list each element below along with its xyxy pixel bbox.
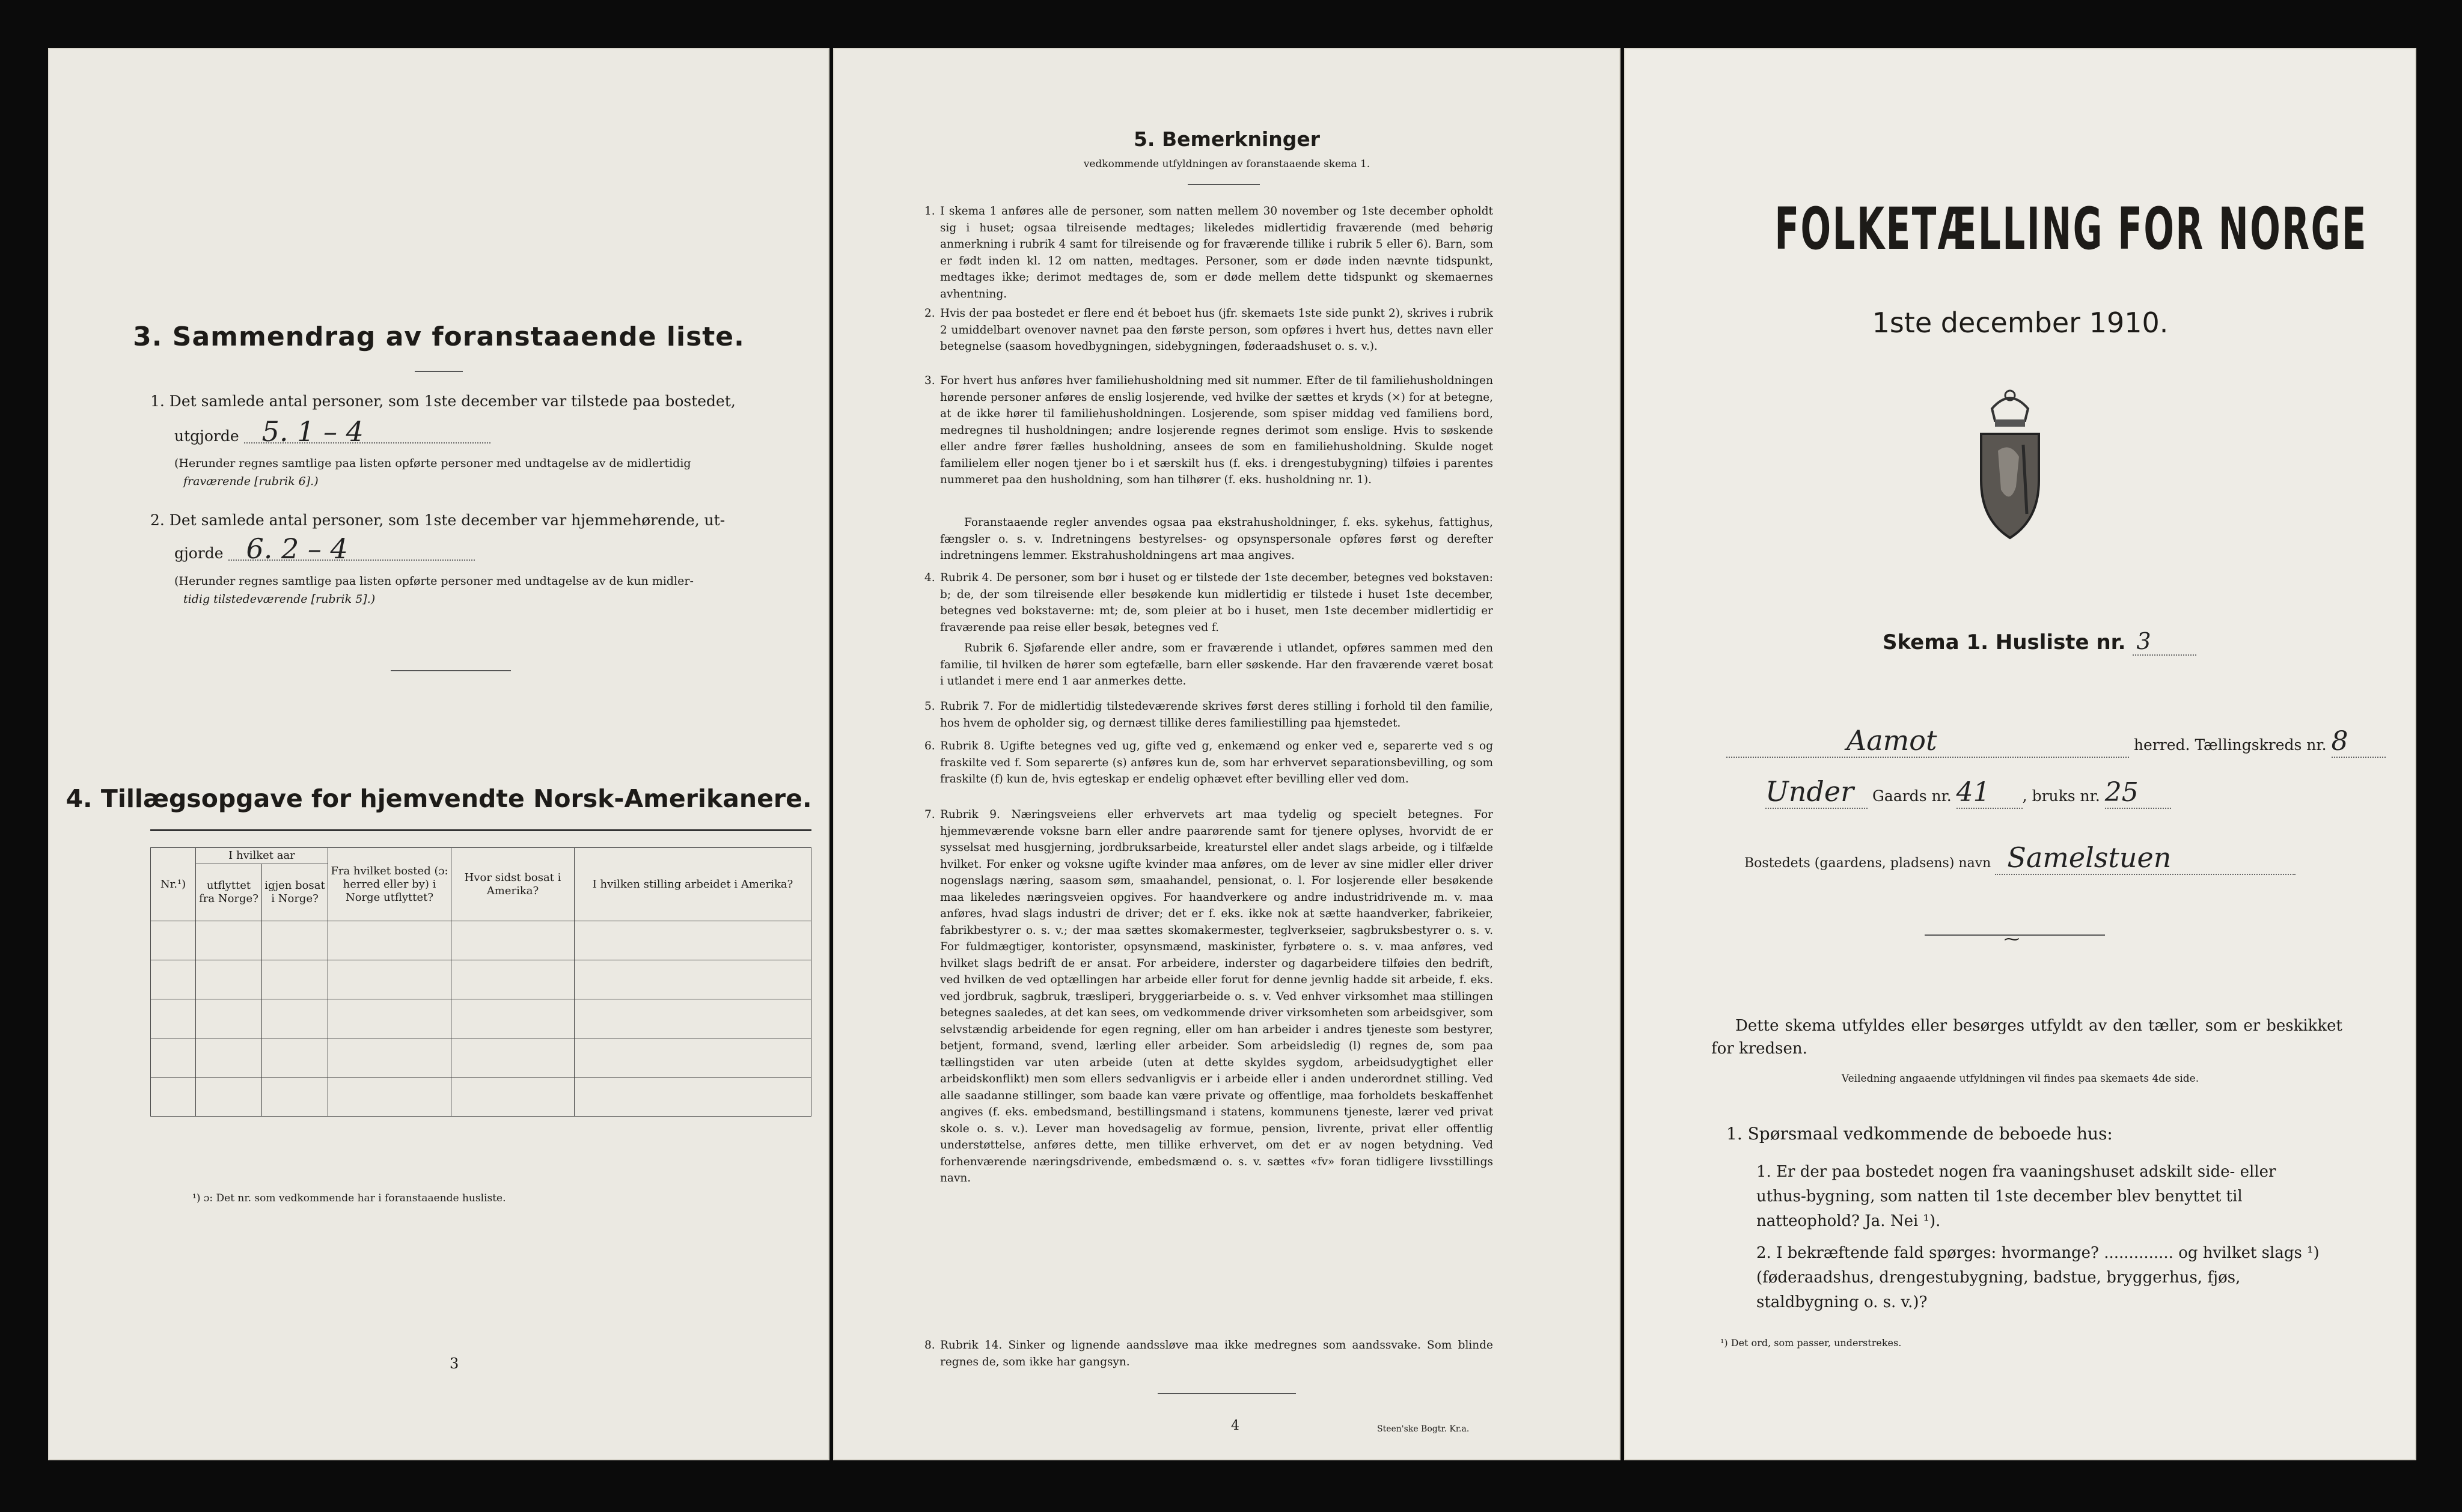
coat-of-arms-icon xyxy=(1968,385,2052,543)
page-number: 3 xyxy=(450,1355,459,1372)
col-igjen: igjen bosat i Norge? xyxy=(262,864,328,921)
table-footnote: ¹) ɔ: Det nr. som vedkommende har i foranstaaende husliste. xyxy=(192,1192,506,1204)
remark-item xyxy=(924,1337,1493,1370)
remark-number: 1. xyxy=(924,205,935,218)
page-middle xyxy=(833,48,1620,1460)
remark-text: Rubrik 8. Ugifte betegnes ved ug, gifte ved g, enkemænd og enker ved e, separerte ved s og fraskilte ved f. Som separerte (s) anføres kun de, som har erhvervet separationsbevilling, og som fraskilte (f) kun de, hvis egteskap er endelig ophævet efter bevilling eller ved dom. xyxy=(940,740,1493,785)
bosted-label: Bostedets (gaardens, pladsens) navn xyxy=(1744,856,1991,871)
q2-text: 2. I bekræftende fald spørges: hvormange? .............. og hvilket slags ¹) (føderaadshus, drengestubygning, badstue, bryggerhus, fjøs, staldbygning o. s. v.)? xyxy=(1756,1244,2320,1311)
page-number: 4 xyxy=(1231,1418,1239,1433)
divider xyxy=(415,371,463,372)
right-footnote: ¹) Det ord, som passer, understrekes. xyxy=(1720,1337,1902,1349)
item1-note-a: (Herunder regnes samtlige paa listen opførte personer med undtagelse av de midlertidig xyxy=(174,457,691,470)
col-group-year: I hvilket aar xyxy=(196,848,328,864)
remark-item xyxy=(924,305,1493,355)
kreds-value: 8 xyxy=(2332,726,2386,758)
col-fra: Fra hvilket bosted (ɔ: herred eller by) i Norge utflyttet? xyxy=(328,848,451,921)
item2-note-b: tidig tilstedeværende [rubrik 5].) xyxy=(183,593,376,606)
remark-number: 8. xyxy=(924,1339,935,1352)
remark-text: I skema 1 anføres alle de personer, som natten mellem 30 november og 1ste december opholdt sig i huset; ogsaa tilreisende medtages; likeledes midlertidig fraværende (med behørig anmerkning i rubrik 4 samt for tilreisende og for fraværende tillike i rubrik 5 eller 6). Barn, som er født inden kl. 12 om natten, medtages. Personer, som er døde inden nævnte tidspunkt, medtages ikke; derimot medtages de, som er døde mellem dette tidspunkt og skemaernes avhentning. xyxy=(940,205,1493,300)
census-date: 1ste december 1910. xyxy=(1872,306,2169,339)
remark-item xyxy=(940,640,1493,690)
remarks-subtitle: vedkommende utfyldningen av foranstaaende skema 1. xyxy=(1083,158,1370,170)
q1-text: 1. Er der paa bostedet nogen fra vaaningshuset adskilt side- eller uthus-bygning, som natten til 1ste december blev benyttet til natteophold? Ja. Nei ¹). xyxy=(1756,1163,2276,1230)
item2-line xyxy=(174,532,775,565)
remark-text: Foranstaaende regler anvendes ogsaa paa ekstrahusholdninger, f. eks. sykehus, fattighus, fængsler o. s. v. Indretningens bestyrelses- og opsynspersonale opføres først og derefter indretningens lemmer. Ekstrahusholdningens art maa angives. xyxy=(940,516,1493,562)
remark-number: 7. xyxy=(924,808,935,821)
instruction-a: Dette skema utfyldes eller besørges utfyldt av den tæller, som er beskikket for kredsen. xyxy=(1711,1017,2342,1058)
main-title-wrap xyxy=(1624,195,2416,263)
remark-number: 5. xyxy=(924,700,935,713)
section4-title: 4. Tillægsopgave for hjemvendte Norsk-Amerikanere. xyxy=(66,784,812,813)
instruction-b: Veiledning angaaende utfyldningen vil findes paa skemaets 4de side. xyxy=(1841,1073,2199,1085)
item1-line xyxy=(174,415,775,448)
gaard-line xyxy=(1765,775,2396,809)
bruks-value: 25 xyxy=(2105,777,2171,809)
item1-note-b: fraværende [rubrik 6].) xyxy=(183,475,319,488)
remark-item xyxy=(924,373,1493,489)
item2-text: 2. Det samlede antal personer, som 1ste december var hjemmehørende, ut- xyxy=(150,511,725,529)
item1-value: 5. 1 – 4 xyxy=(244,421,490,444)
bruks-label: , bruks nr. xyxy=(2022,787,2100,805)
herred-label: herred. xyxy=(2133,736,2190,754)
remark-text: Rubrik 4. De personer, som bør i huset og er tilstede der 1ste december, betegnes ved bokstaven: b; de, der som tilreisende eller besøkende kun midlertidig er tilstede i huset 1ste december, betegnes ved bokstaverne: mt; de, som pleier at bo i huset, men 1ste december midlertidig er fraværende paa reise eller besøk, betegnes ved f. xyxy=(940,572,1493,634)
item2-value: 6. 2 – 4 xyxy=(228,538,475,561)
col-hvor: Hvor sidst bosat i Amerika? xyxy=(451,848,575,921)
remark-item xyxy=(924,738,1493,788)
col-utflyttet: utflyttet fra Norge? xyxy=(196,864,262,921)
remark-number: 6. xyxy=(924,740,935,752)
col-stilling: I hvilken stilling arbeidet i Amerika? xyxy=(575,848,811,921)
col-nr: Nr.¹) xyxy=(151,848,196,921)
printer-mark: Steen'ske Bogtr. Kr.a. xyxy=(1377,1424,1470,1434)
herred-value: Aamot xyxy=(1726,724,2129,758)
item1-label: utgjorde xyxy=(174,427,239,445)
page-right xyxy=(1624,48,2416,1460)
item1-text: 1. Det samlede antal personer, som 1ste december var tilstede paa bostedet, xyxy=(150,392,736,410)
q1-heading: 1. Spørsmaal vedkommende de beboede hus: xyxy=(1726,1124,2113,1144)
remark-item xyxy=(940,514,1493,564)
gaard-name-value: Under xyxy=(1765,775,1868,809)
remark-text: Rubrik 9. Næringsveiens eller erhvervets art maa tydelig og specielt betegnes. For hjemmeværende voksne barn eller andre paarørende samt for tjenere oplyses, hvorvidt de er sysselsat med husgjerning, jordbruksarbeide, kreaturstel eller andet slags arbeide, og i tilfælde hvilket. For enker og voksne ugifte kvinder maa anføres, om de lever av sine midler eller driver nogenslags næring, saasom søm, smaahandel, pensionat, o. l. For losjerende eller besøkende maa likeledes næringsveien opgives. For haandverkere og andre industridrivende m. v. maa anføres, hvad slags industri de driver; det er f. eks. ikke nok at sætte haandverker, fabrikeier, fabrikbestyrer o. s. v.; der maa sættes skomakermester, teglverkseier, sagbruksbestyrer o. s. v. For fuldmægtiger, kontorister, opsynsmænd, maskinister, fyrbøtere o. s. v. maa anføres, ved hvilket slags bedrift de er ansat. For arbeidere, inderster og dagarbeidere tilføies den bedrift, ved hvilken de ved optællingen har arbeide eller forut for denne jevnlig hadde sit arbeide, f. eks. ved jordbruk, sagbruk, træsliperi, bryggeriarbeide o. s. v. Ved enhver virksomhet maa stillingen betegnes saaledes, at det kan sees, om vedkommende driver virksomheten som arbeidsgiver, som selvstændig arbeidende for egen regning, eller om han arbeider i andres tjeneste som bestyrer, betjent, formand, svend, lærling eller arbeider. Som arbeidsledig (l) regnes de, som paa tællingstiden var uten arbeide (uten at dette skyldes sygdom, arbeidsudygtighet eller arbeidskonflikt) men som ellers sedvanligvis er i arbeide eller i anden underordnet stilling. Ved alle saadanne stillinger, som baade kan være private og offentlige, maa forholdets beskaffenhet angives (f. eks. embedsmand, bestillingsmand i statens, kommunens tjeneste, lærer ved privat skole o. s. v.). Lever man hovedsagelig av formue, pension, livrente, privat eller offentlig understøttelse, anføres dette, men tillike erhvervet, om det er av nogen betydning. Ved forhenværende næringsdrivende, embedsmænd o. s. v. sættes «fv» foran tidligere livsstillings navn. xyxy=(940,808,1493,1184)
bosted-value: Samelstuen xyxy=(1995,841,2296,875)
remark-item xyxy=(924,203,1493,302)
table-row xyxy=(151,960,811,999)
remark-item xyxy=(924,806,1493,1187)
table-row xyxy=(151,999,811,1038)
schema-label: Skema 1. Husliste nr. xyxy=(1883,630,2126,654)
remarks-title: 5. Bemerkninger xyxy=(1133,127,1321,151)
remark-number: 3. xyxy=(924,374,935,387)
main-title: FOLKETÆLLING FOR NORGE xyxy=(1774,195,2368,263)
ornament-icon: ⁓ xyxy=(2004,930,2020,948)
remark-text: Rubrik 6. Sjøfarende eller andre, som er fraværende i utlandet, opføres sammen med den familie, til hvilken de hører som egtefælle, barn eller søskende. Har den fraværende været bosat i utlandet i mere end 1 aar anmerkes dette. xyxy=(940,642,1493,687)
schema-line xyxy=(1883,628,2196,656)
table-row xyxy=(151,1078,811,1117)
remark-text: Rubrik 7. For de midlertidig tilstedeværende skrives først deres stilling i forhold til den familie, hos hvem de opholder sig, og dernæst tillike deres familiestilling paa hjemstedet. xyxy=(940,700,1493,730)
remark-number: 4. xyxy=(924,572,935,584)
divider xyxy=(1188,184,1260,185)
norsk-amerikaner-table xyxy=(150,847,811,1117)
divider xyxy=(1158,1393,1296,1394)
page-left xyxy=(48,48,829,1460)
remark-text: For hvert hus anføres hver familiehusholdning med sit nummer. Efter de til familiehusholdningen hørende personer anføres de enslig losjerende, ved hvilke der sættes et kryds (×) for at betegne, at de ikke hører til familiehusholdningen. Losjerende, som spiser middag ved familiens bord, medregnes til husholdningen; andre losjerende regnes derimot som enslige. Hvis to søskende eller andre fører fælles husholdning, ansees de som en familiehusholdning. Skulde noget familielem eller nogen tjener bo i et særskilt hus (f. eks. i drengestubygning) tilføies i parentes nummeret paa den husholdning, som han tilhører (f. eks. husholdning nr. 1). xyxy=(940,374,1493,486)
herred-line xyxy=(1726,724,2399,758)
gaard-value: 41 xyxy=(1956,777,2023,809)
table-row xyxy=(151,1038,811,1078)
gaard-label: Gaards nr. xyxy=(1872,787,1952,805)
table-row xyxy=(151,921,811,960)
remark-number: 2. xyxy=(924,307,935,320)
divider xyxy=(391,670,511,671)
section3-title: 3. Sammendrag av foranstaaende liste. xyxy=(133,322,745,352)
item2-label: gjorde xyxy=(174,544,224,562)
bosted-line xyxy=(1744,841,2399,875)
remark-item xyxy=(924,570,1493,636)
kreds-label: Tællingskreds nr. xyxy=(2195,736,2327,754)
item2-note-a: (Herunder regnes samtlige paa listen opførte personer med undtagelse av de kun midler- xyxy=(174,575,694,588)
divider xyxy=(150,829,811,831)
remark-text: Hvis der paa bostedet er flere end ét beboet hus (jfr. skemaets 1ste side punkt 2), skrives i rubrik 2 umiddelbart ovenover navnet paa den første person, som opføres i hvert hus, dettes navn eller betegnelse (saasom hovedbygningen, sidebygningen, føderaadshuset o. s. v.). xyxy=(940,307,1493,353)
remark-item xyxy=(924,698,1493,731)
schema-value: 3 xyxy=(2133,628,2196,656)
remark-text: Rubrik 14. Sinker og lignende aandssløve maa ikke medregnes som aandssvake. Som blinde regnes de, som ikke har gangsyn. xyxy=(940,1339,1493,1368)
